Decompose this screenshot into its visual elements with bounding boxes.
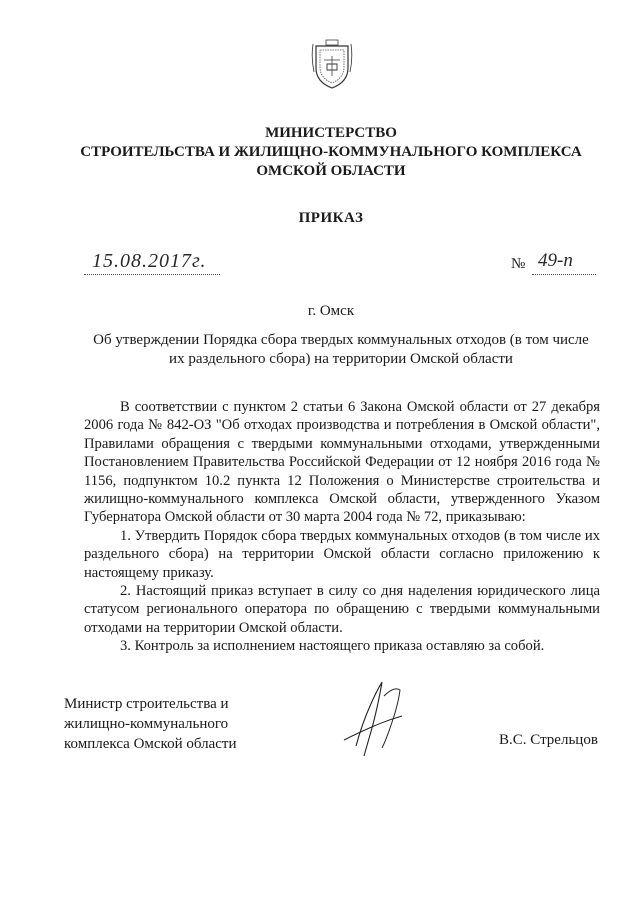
order-body [84,398,600,656]
signatory-position [64,694,284,754]
order-number-label: № [511,256,526,272]
order-date-handwritten: 15.08.2017г. [92,250,207,272]
signatory-position-line-3: комплекса Омской области [64,736,237,752]
ministry-line-3: ОМСКОЙ ОБЛАСТИ [256,163,406,179]
signatory-name: В.С. Стрельцов [499,732,598,748]
handwritten-signature [342,676,416,760]
order-title: ПРИКАЗ [298,210,364,226]
ministry-line-2: СТРОИТЕЛЬСТВА И ЖИЛИЩНО-КОММУНАЛЬНОГО КОМПЛЕКСА [80,144,582,160]
body-paragraph-1: 1. Утвердить Порядок сбора твердых коммунальных отходов (в том числе их раздельного сбора) на территории Омской области согласно приложению к настоящему приказу. [84,527,600,581]
body-paragraph-2: 2. Настоящий приказ вступает в силу со дня наделения юридического лица статусом регионального оператора по обращению с твердыми коммунальными отходами на территории Омской области. [84,583,600,636]
ministry-line-1: МИНИСТЕРСТВО [265,125,397,141]
order-subject [80,331,602,369]
body-paragraph-3: 3. Контроль за исполнением настоящего приказа оставляю за собой. [120,638,545,655]
order-date-field [84,250,220,275]
signatory-position-line-1: Министр строительства и [64,696,229,712]
signatory-position-line-2: жилищно-коммунального [64,716,229,732]
body-paragraph-preamble: В соответствии с пунктом 2 статьи 6 Закона Омской области от 27 декабря 2006 года № 842-ОЗ "Об отходах производства и потребления в Омской области", Правилами обращения с твердыми коммунальными отходами, утвержденными Постановлением Правительства Российской Федерации от 12 ноября 2016 года № 1156, подпунктом 10.2 пункта 12 Положения о Министерстве строительства и жилищно-коммунального комплекса Омской области, утвержденного Указом Губернатора Омской области от 30 марта 2004 года № 72, приказываю: [84,399,600,526]
subject-line-2: их раздельного сбора) на территории Омской области [169,351,513,367]
subject-line-1: Об утверждении Порядка сбора твердых коммунальных отходов (в том числе [93,332,589,348]
ministry-title [40,124,622,181]
order-number-handwritten: 49-п [538,250,573,271]
city-line: г. Омск [307,303,355,319]
omsk-coat-of-arms-icon [311,38,353,90]
order-number-field [532,250,596,275]
